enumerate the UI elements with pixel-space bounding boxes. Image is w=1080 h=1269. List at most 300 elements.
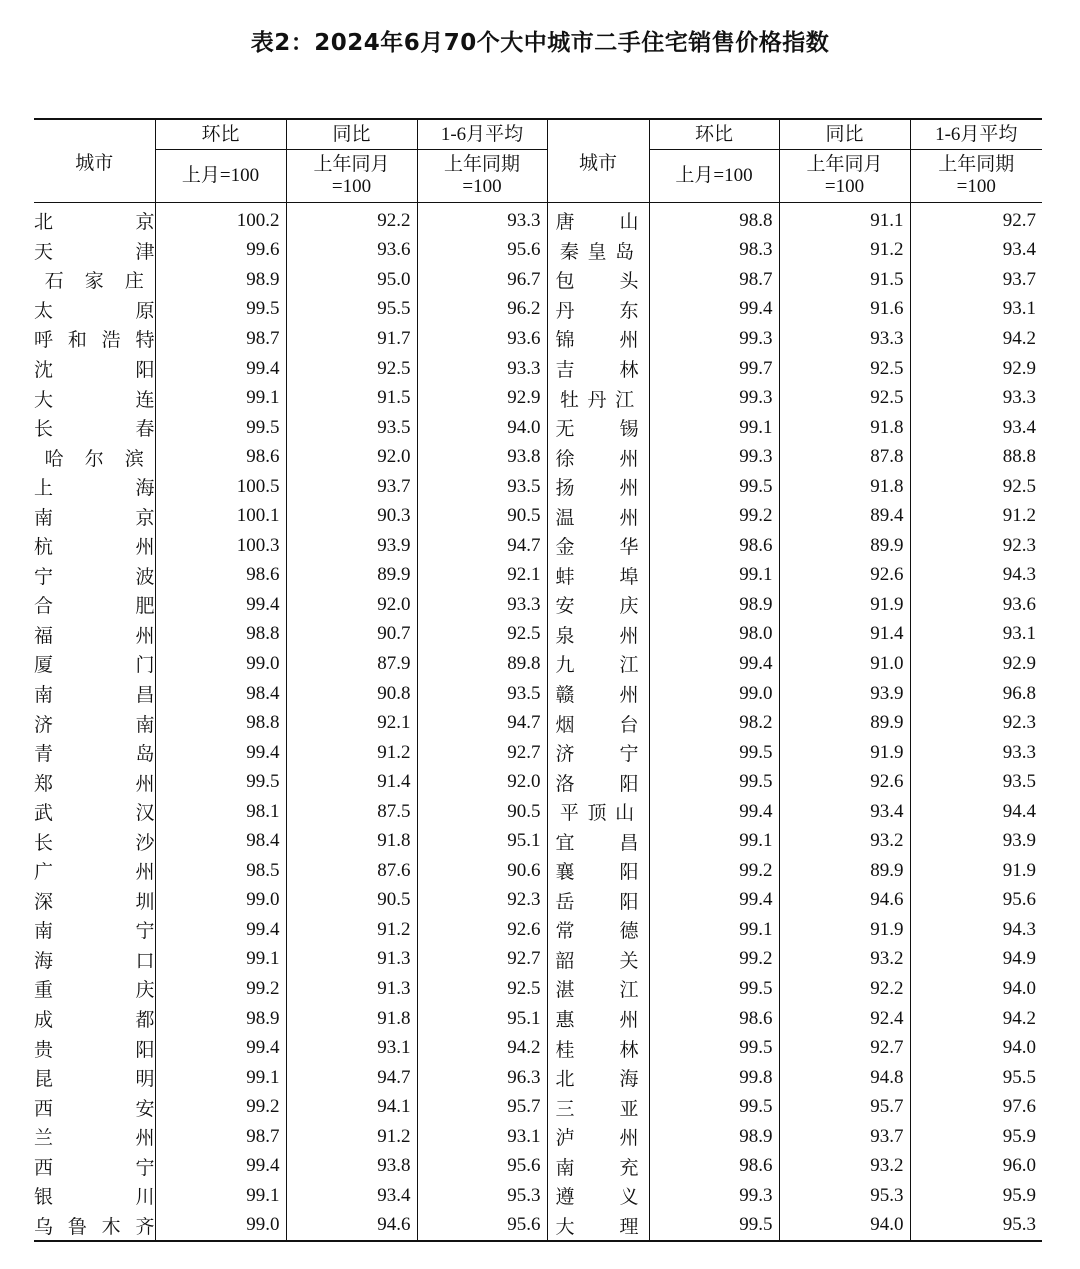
- city-char: 锡: [619, 418, 639, 441]
- avg-value-right: 94.9: [910, 945, 1042, 975]
- city-char: 阳: [619, 861, 639, 884]
- city-char: 南: [34, 506, 54, 529]
- yoy-value-right: 92.6: [779, 561, 910, 591]
- city-label: [556, 710, 639, 737]
- mom-value-right: 98.9: [649, 1122, 779, 1152]
- city-char: 唐: [555, 211, 575, 234]
- table-row: [34, 1181, 1042, 1211]
- city-label: [34, 444, 155, 471]
- city-char: 江: [619, 979, 639, 1002]
- avg-value-left: 89.8: [417, 649, 547, 679]
- city-char: 哈: [44, 447, 64, 470]
- avg-value-right: 94.0: [910, 974, 1042, 1004]
- city-label: [556, 1094, 639, 1121]
- mom-value-right: 99.3: [649, 383, 779, 413]
- mom-value-right: 99.5: [649, 1092, 779, 1122]
- mom-value-right: 99.1: [649, 915, 779, 945]
- yoy-value-right: 91.9: [779, 590, 910, 620]
- city-label: [556, 857, 639, 884]
- mom-value-left: 98.4: [155, 826, 286, 856]
- avg-value-right: 93.1: [910, 295, 1042, 325]
- mom-value-left: 99.1: [155, 945, 286, 975]
- avg-value-right: 93.3: [910, 383, 1042, 413]
- mom-value-right: 99.5: [649, 767, 779, 797]
- avg-value-left: 90.5: [417, 501, 547, 531]
- city-char: 宁: [34, 565, 54, 588]
- city-char: 州: [135, 1127, 155, 1150]
- yoy-value-left: 94.1: [286, 1092, 417, 1122]
- city-char: 南: [34, 920, 54, 943]
- yoy-value-left: 93.4: [286, 1181, 417, 1211]
- table-row: [34, 265, 1042, 295]
- mom-value-left: 98.9: [155, 1004, 286, 1034]
- city-name-right: [547, 620, 649, 650]
- mom-value-right: 99.2: [649, 501, 779, 531]
- city-char: 岛: [135, 743, 155, 766]
- city-char: 惠: [555, 1009, 575, 1032]
- city-label: [556, 946, 639, 973]
- city-name-left: [34, 1122, 155, 1152]
- avg-value-left: 96.3: [417, 1063, 547, 1093]
- city-name-left: [34, 1152, 155, 1182]
- city-char: 吉: [555, 359, 575, 381]
- city-char: 东: [619, 299, 639, 322]
- avg-value-left: 92.5: [417, 620, 547, 650]
- table-row: [34, 383, 1042, 413]
- city-char: 庄: [124, 270, 144, 293]
- city-label: [34, 798, 155, 825]
- avg-value-right: 92.5: [910, 472, 1042, 502]
- mom-value-left: 99.4: [155, 1152, 286, 1182]
- city-char: 兰: [34, 1127, 54, 1150]
- city-char: 亚: [619, 1097, 639, 1120]
- avg-value-right: 95.5: [910, 1063, 1042, 1093]
- yoy-value-right: 91.8: [779, 413, 910, 443]
- city-char: 州: [135, 624, 155, 647]
- avg-value-left: 94.7: [417, 708, 547, 738]
- avg-value-right: 94.3: [910, 561, 1042, 591]
- city-name-left: [34, 915, 155, 945]
- mom-value-right: 99.4: [649, 886, 779, 916]
- city-name-left: [34, 1004, 155, 1034]
- city-char: 头: [619, 270, 639, 293]
- avg-value-left: 93.8: [417, 442, 547, 472]
- yoy-value-right: 89.9: [779, 856, 910, 886]
- yoy-value-right: 92.4: [779, 1004, 910, 1034]
- city-char: 济: [555, 743, 575, 766]
- avg-value-left: 95.1: [417, 826, 547, 856]
- city-name-right: [547, 236, 649, 266]
- avg-value-left: 96.7: [417, 265, 547, 295]
- city-char: 上: [34, 477, 54, 500]
- yoy-value-right: 89.4: [779, 501, 910, 531]
- city-char: 连: [135, 388, 155, 411]
- yoy-value-right: 89.9: [779, 531, 910, 561]
- city-label: [556, 739, 639, 766]
- city-char: 肥: [135, 595, 155, 618]
- city-label: [34, 680, 155, 707]
- city-char: 庆: [619, 595, 639, 618]
- city-name-right: [547, 886, 649, 916]
- city-char: 福: [34, 624, 54, 647]
- city-char: 特: [135, 329, 155, 352]
- yoy-value-left: 89.9: [286, 561, 417, 591]
- city-label: [34, 975, 155, 1002]
- city-char: 汉: [135, 802, 155, 825]
- table-row: [34, 561, 1042, 591]
- mom-base-right: 上月=100: [649, 150, 779, 203]
- mom-value-left: 98.9: [155, 265, 286, 295]
- mom-value-left: 99.5: [155, 767, 286, 797]
- avg-value-right: 92.3: [910, 531, 1042, 561]
- city-name-left: [34, 383, 155, 413]
- city-label: [34, 828, 155, 855]
- city-name-left: [34, 620, 155, 650]
- city-name-left: [34, 295, 155, 325]
- city-name-left: [34, 561, 155, 591]
- mom-value-left: 98.8: [155, 620, 286, 650]
- mom-value-right: 99.1: [649, 826, 779, 856]
- city-char: 牡: [559, 388, 579, 411]
- city-name-left: [34, 501, 155, 531]
- city-char: 锦: [555, 329, 575, 352]
- mom-value-right: 98.6: [649, 531, 779, 561]
- avg-header-right: 1-6月平均: [910, 119, 1042, 150]
- table-row: [34, 324, 1042, 354]
- city-char: 安: [135, 1097, 155, 1120]
- city-label: [556, 1123, 639, 1150]
- mom-value-right: 99.5: [649, 472, 779, 502]
- city-label: [556, 207, 639, 234]
- mom-value-right: 99.1: [649, 413, 779, 443]
- city-char: 原: [135, 299, 155, 322]
- city-char: 包: [555, 270, 575, 293]
- city-label: [34, 857, 155, 884]
- city-char: 京: [135, 211, 155, 234]
- avg-value-left: 94.2: [417, 1033, 547, 1063]
- city-char: 郑: [34, 772, 54, 795]
- city-char: 尔: [84, 447, 104, 470]
- table-row: [34, 856, 1042, 886]
- yoy-value-right: 91.9: [779, 915, 910, 945]
- city-name-right: [547, 383, 649, 413]
- city-label: [34, 355, 155, 382]
- mom-value-left: 99.1: [155, 1181, 286, 1211]
- city-label: [556, 237, 639, 264]
- avg-value-right: 94.2: [910, 324, 1042, 354]
- city-char: 阳: [619, 772, 639, 795]
- price-index-table: [34, 118, 1042, 1242]
- city-name-right: [547, 531, 649, 561]
- city-label: [34, 325, 155, 352]
- mom-value-right: 98.3: [649, 236, 779, 266]
- city-name-left: [34, 590, 155, 620]
- avg-value-right: 94.2: [910, 1004, 1042, 1034]
- city-name-right: [547, 203, 649, 236]
- city-label: [34, 296, 155, 323]
- city-char: 金: [555, 536, 575, 559]
- city-char: 州: [619, 447, 639, 470]
- yoy-value-right: 93.2: [779, 945, 910, 975]
- avg-value-left: 95.3: [417, 1181, 547, 1211]
- city-label: [556, 444, 639, 471]
- city-name-right: [547, 354, 649, 384]
- yoy-value-left: 93.7: [286, 472, 417, 502]
- table-row: [34, 620, 1042, 650]
- city-name-right: [547, 1122, 649, 1152]
- city-label: [556, 503, 639, 530]
- avg-value-left: 92.7: [417, 738, 547, 768]
- mom-value-left: 100.2: [155, 203, 286, 236]
- city-name-right: [547, 826, 649, 856]
- city-char: 西: [34, 1156, 54, 1179]
- mom-value-right: 98.2: [649, 708, 779, 738]
- city-char: 沈: [34, 359, 54, 381]
- avg-value-left: 93.3: [417, 590, 547, 620]
- yoy-value-left: 91.7: [286, 324, 417, 354]
- city-char: 遵: [555, 1186, 575, 1209]
- city-label: [34, 1035, 155, 1062]
- yoy-value-right: 91.1: [779, 203, 910, 236]
- table-row: [34, 738, 1042, 768]
- city-char: 京: [135, 506, 155, 529]
- mom-value-left: 99.4: [155, 915, 286, 945]
- city-char: 宁: [619, 743, 639, 766]
- city-char: 九: [555, 654, 575, 677]
- mom-value-left: 100.3: [155, 531, 286, 561]
- yoy-value-right: 93.3: [779, 324, 910, 354]
- city-name-left: [34, 738, 155, 768]
- city-char: 深: [34, 890, 54, 913]
- city-label: [556, 355, 639, 382]
- city-char: 川: [135, 1186, 155, 1209]
- city-char: 州: [619, 684, 639, 707]
- city-char: 州: [619, 506, 639, 529]
- yoy-base-right: [779, 150, 910, 203]
- city-label: [34, 414, 155, 441]
- table-body: [34, 203, 1042, 1242]
- city-name-left: [34, 442, 155, 472]
- table-row: [34, 590, 1042, 620]
- city-char: 南: [555, 1156, 575, 1179]
- city-label: [556, 325, 639, 352]
- city-char: 宁: [135, 1156, 155, 1179]
- avg-value-right: 92.9: [910, 649, 1042, 679]
- city-char: 泉: [555, 624, 575, 647]
- yoy-value-left: 93.8: [286, 1152, 417, 1182]
- table-row: [34, 886, 1042, 916]
- city-char: 长: [34, 418, 54, 441]
- yoy-value-right: 92.7: [779, 1033, 910, 1063]
- yoy-value-left: 91.8: [286, 1004, 417, 1034]
- avg-value-left: 93.3: [417, 203, 547, 236]
- yoy-value-right: 91.5: [779, 265, 910, 295]
- table-row: [34, 708, 1042, 738]
- city-char: 西: [34, 1097, 54, 1120]
- city-name-left: [34, 1033, 155, 1063]
- avg-value-right: 92.9: [910, 354, 1042, 384]
- city-label: [556, 798, 639, 825]
- yoy-value-left: 93.9: [286, 531, 417, 561]
- mom-value-right: 98.6: [649, 1152, 779, 1182]
- avg-value-right: 93.4: [910, 413, 1042, 443]
- city-char: 海: [619, 1068, 639, 1091]
- mom-value-left: 98.6: [155, 561, 286, 591]
- city-name-right: [547, 767, 649, 797]
- city-label: [34, 1153, 155, 1180]
- table-row: [34, 1033, 1042, 1063]
- mom-value-left: 99.0: [155, 1211, 286, 1242]
- yoy-value-right: 95.3: [779, 1181, 910, 1211]
- avg-value-left: 96.2: [417, 295, 547, 325]
- city-label: [34, 916, 155, 943]
- city-label: [34, 532, 155, 559]
- yoy-value-right: 91.8: [779, 472, 910, 502]
- city-char: 浩: [101, 329, 121, 352]
- avg-value-left: 95.6: [417, 236, 547, 266]
- city-char: 青: [34, 743, 54, 766]
- avg-base-right: [910, 150, 1042, 203]
- avg-value-right: 91.9: [910, 856, 1042, 886]
- mom-value-left: 99.2: [155, 1092, 286, 1122]
- city-name-left: [34, 649, 155, 679]
- city-char: 宜: [555, 831, 575, 854]
- city-label: [556, 1005, 639, 1032]
- city-name-left: [34, 708, 155, 738]
- avg-header-left: 1-6月平均: [417, 119, 547, 150]
- city-label: [34, 650, 155, 677]
- city-label: [556, 385, 639, 412]
- avg-value-left: 94.7: [417, 531, 547, 561]
- city-name-left: [34, 413, 155, 443]
- yoy-value-right: 92.2: [779, 974, 910, 1004]
- city-char: 赣: [555, 684, 575, 707]
- city-label: [556, 680, 639, 707]
- city-char: 烟: [555, 713, 575, 736]
- table-row: [34, 1092, 1042, 1122]
- mom-header-left: 环比: [155, 119, 286, 150]
- city-char: 安: [555, 595, 575, 618]
- avg-base-left-line1: 上年同期: [443, 154, 520, 175]
- city-char: 春: [135, 418, 155, 441]
- mom-value-right: 98.6: [649, 1004, 779, 1034]
- yoy-value-right: 91.9: [779, 738, 910, 768]
- mom-value-left: 99.2: [155, 974, 286, 1004]
- city-name-left: [34, 472, 155, 502]
- city-label: [34, 1005, 155, 1032]
- avg-value-left: 95.1: [417, 1004, 547, 1034]
- avg-value-right: 95.6: [910, 886, 1042, 916]
- avg-value-left: 92.5: [417, 974, 547, 1004]
- avg-value-left: 94.0: [417, 413, 547, 443]
- city-label: [556, 1212, 639, 1239]
- yoy-value-right: 95.7: [779, 1092, 910, 1122]
- city-name-left: [34, 1211, 155, 1242]
- city-char: 海: [34, 949, 54, 972]
- yoy-value-right: 94.8: [779, 1063, 910, 1093]
- city-name-right: [547, 442, 649, 472]
- city-label: [556, 562, 639, 589]
- city-char: 太: [34, 299, 54, 322]
- avg-value-left: 90.6: [417, 856, 547, 886]
- yoy-base-left-line1: 上年同月: [313, 154, 390, 175]
- avg-value-left: 93.3: [417, 354, 547, 384]
- city-name-right: [547, 1092, 649, 1122]
- city-char: 州: [619, 329, 639, 352]
- city-label: [34, 503, 155, 530]
- yoy-value-left: 91.2: [286, 738, 417, 768]
- table-row: [34, 413, 1042, 443]
- yoy-header-left: 同比: [286, 119, 417, 150]
- city-char: 台: [619, 713, 639, 736]
- avg-value-right: 94.0: [910, 1033, 1042, 1063]
- city-char: 山: [619, 211, 639, 234]
- avg-value-left: 92.0: [417, 767, 547, 797]
- yoy-base-left-line2: =100: [331, 176, 372, 197]
- city-char: 阳: [135, 1038, 155, 1061]
- city-char: 岛: [615, 240, 635, 263]
- yoy-value-right: 89.9: [779, 708, 910, 738]
- mom-value-left: 99.0: [155, 649, 286, 679]
- city-char: 大: [34, 388, 54, 411]
- city-label: [556, 975, 639, 1002]
- yoy-base-left: [286, 150, 417, 203]
- avg-value-right: 93.7: [910, 265, 1042, 295]
- avg-value-left: 93.1: [417, 1122, 547, 1152]
- city-char: 无: [555, 418, 575, 441]
- city-label: [34, 385, 155, 412]
- avg-value-right: 95.3: [910, 1211, 1042, 1242]
- city-label: [556, 828, 639, 855]
- city-char: 州: [619, 624, 639, 647]
- city-label: [34, 237, 155, 264]
- city-char: 武: [34, 802, 54, 825]
- mom-value-right: 99.4: [649, 295, 779, 325]
- city-name-left: [34, 1092, 155, 1122]
- city-name-right: [547, 413, 649, 443]
- table-row: [34, 442, 1042, 472]
- avg-value-right: 93.5: [910, 767, 1042, 797]
- city-label: [34, 1064, 155, 1091]
- city-char: 湛: [555, 979, 575, 1002]
- avg-value-left: 90.5: [417, 797, 547, 827]
- mom-value-left: 98.5: [155, 856, 286, 886]
- city-label: [34, 207, 155, 234]
- mom-value-left: 100.1: [155, 501, 286, 531]
- city-name-right: [547, 1063, 649, 1093]
- mom-header-right: 环比: [649, 119, 779, 150]
- mom-value-right: 99.5: [649, 974, 779, 1004]
- city-char: 乌: [34, 1215, 54, 1238]
- avg-value-left: 92.6: [417, 915, 547, 945]
- city-char: 州: [135, 536, 155, 559]
- avg-base-left: [417, 150, 547, 203]
- avg-value-right: 95.9: [910, 1122, 1042, 1152]
- city-char: 林: [619, 1038, 639, 1061]
- city-char: 皇: [587, 240, 607, 263]
- yoy-value-left: 92.0: [286, 590, 417, 620]
- avg-value-left: 92.9: [417, 383, 547, 413]
- yoy-value-left: 91.3: [286, 945, 417, 975]
- city-name-left: [34, 265, 155, 295]
- city-name-right: [547, 295, 649, 325]
- city-char: 合: [34, 595, 54, 618]
- avg-value-right: 88.8: [910, 442, 1042, 472]
- mom-value-left: 98.1: [155, 797, 286, 827]
- city-name-left: [34, 886, 155, 916]
- city-char: 木: [101, 1215, 121, 1238]
- city-name-right: [547, 265, 649, 295]
